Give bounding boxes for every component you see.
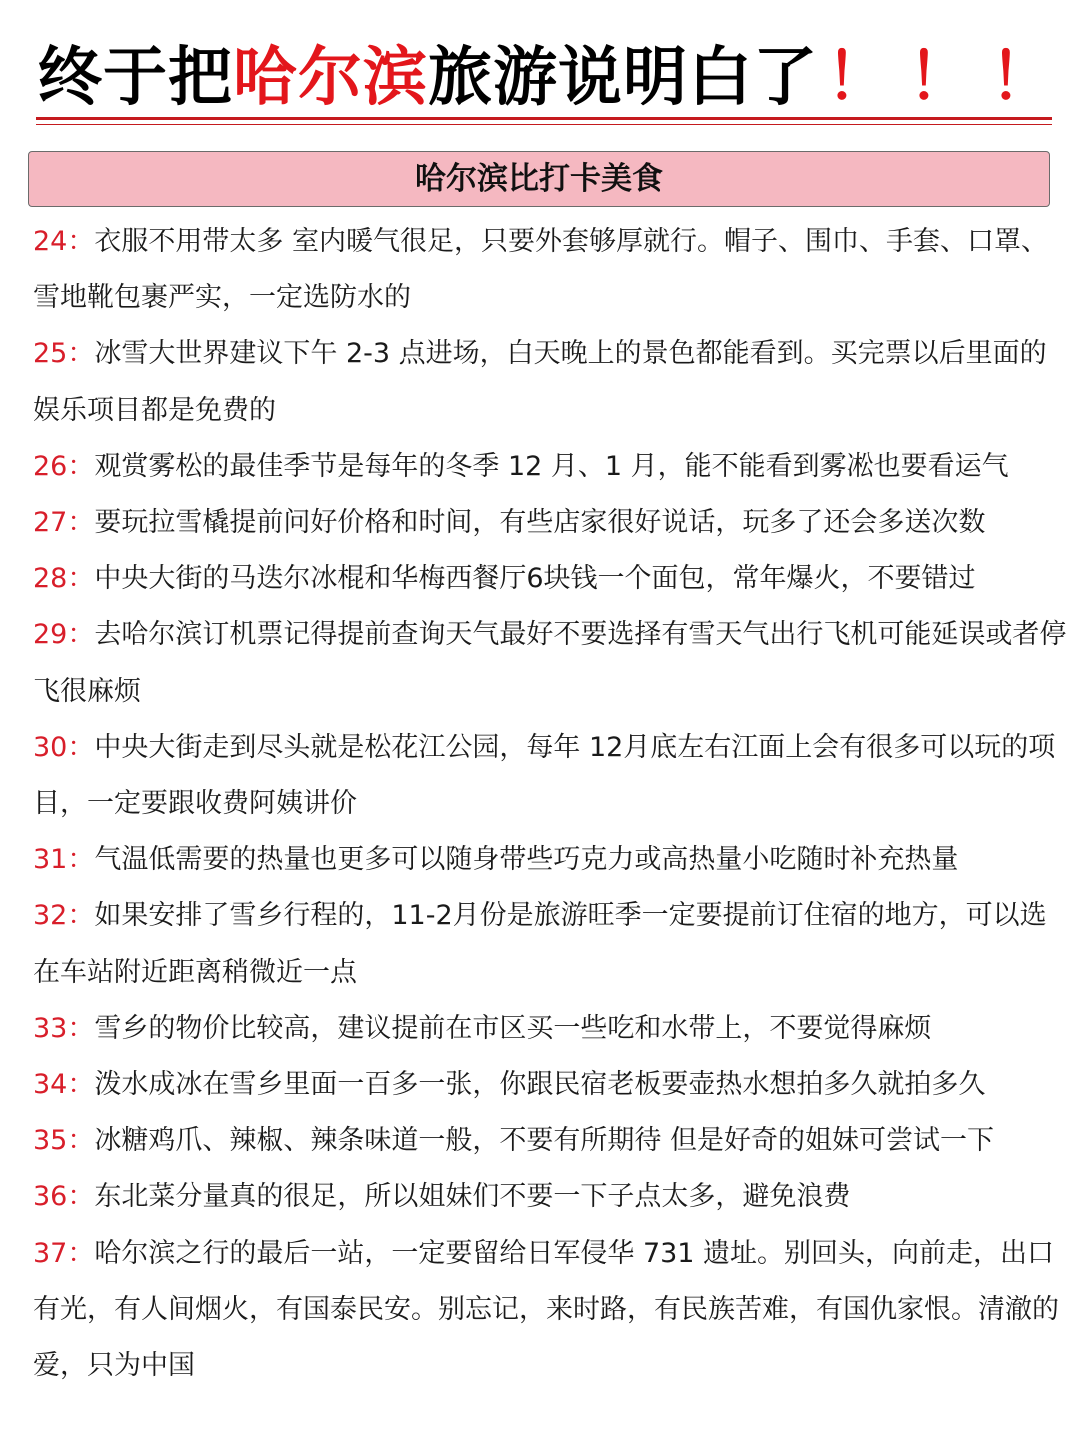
list-item xyxy=(33,551,1073,607)
item-text: 泼水成冰在雪乡里面一百多一张，你跟民宿老板要壶热水想拍多久就拍多久 xyxy=(94,1069,986,1101)
item-number: 33： xyxy=(33,1012,95,1044)
tips-list xyxy=(33,214,1073,1394)
item-number: 36： xyxy=(33,1181,95,1213)
title-part2: 旅游说明白了 xyxy=(428,41,818,115)
item-number: 35： xyxy=(33,1125,95,1157)
list-item xyxy=(33,1057,1073,1113)
title-exclaim: ！！！ xyxy=(826,41,1072,115)
item-text: 如果安排了雪乡行程的，11-2月份是旅游旺季一定要提前订住宿的地方，可以选在车站附近距离稍微近一点 xyxy=(33,900,1047,988)
item-number: 27： xyxy=(33,507,95,539)
item-text: 气温低需要的热量也更多可以随身带些巧克力或高热量小吃随时补充热量 xyxy=(94,844,959,876)
item-text: 观赏雾松的最佳季节是每年的冬季 12 月、1 月，能不能看到雾凇也要看运气 xyxy=(94,450,1009,482)
item-text: 中央大街走到尽头就是松花江公园，每年 12月底左右江面上会有很多可以玩的项目，一定要跟收费阿姨讲价 xyxy=(33,731,1056,820)
list-item xyxy=(33,607,1073,719)
list-item xyxy=(33,214,1073,326)
item-text: 中央大街的马迭尔冰棍和华梅西餐厅6块钱一个面包，常年爆火，不要错过 xyxy=(94,563,976,595)
item-text: 雪乡的物价比较高，建议提前在市区买一些吃和水带上，不要觉得麻烦 xyxy=(94,1012,932,1044)
item-number: 31： xyxy=(33,844,95,876)
item-number: 32： xyxy=(33,900,95,932)
item-number: 24： xyxy=(33,226,95,257)
item-text: 东北菜分量真的很足，所以姐妹们不要一下子点太多，避免浪费 xyxy=(94,1181,851,1213)
item-text: 冰糖鸡爪、辣椒、辣条味道一般，不要有所期待 但是好奇的姐妹可尝试一下 xyxy=(94,1125,994,1157)
item-number: 25： xyxy=(33,338,95,370)
title-part1: 终于把 xyxy=(38,41,233,115)
list-item xyxy=(33,1226,1073,1395)
item-text: 衣服不用带太多 室内暖气很足，只要外套够厚就行。帽子、围巾、手套、口罩、雪地靴包裹严实，一定选防水的 xyxy=(33,226,1048,314)
list-item xyxy=(33,495,1073,551)
list-item xyxy=(33,1169,1073,1225)
item-number: 26： xyxy=(33,450,95,482)
section-banner: 哈尔滨比打卡美食 xyxy=(28,151,1050,207)
list-item xyxy=(33,1113,1073,1169)
page-title xyxy=(38,38,1072,118)
title-underline-thin xyxy=(36,124,1052,125)
item-number: 30： xyxy=(33,731,95,763)
item-number: 28： xyxy=(33,563,95,595)
item-text: 要玩拉雪橇提前问好价格和时间，有些店家很好说话，玩多了还会多送次数 xyxy=(94,507,986,539)
item-number: 29： xyxy=(33,619,95,651)
item-number: 34： xyxy=(33,1069,95,1101)
list-item xyxy=(33,888,1073,1000)
list-item xyxy=(33,720,1073,832)
item-text: 冰雪大世界建议下午 2-3 点进场，白天晚上的景色都能看到。买完票以后里面的娱乐项目都是免费的 xyxy=(33,338,1047,426)
list-item xyxy=(33,1001,1073,1057)
item-text: 哈尔滨之行的最后一站，一定要留给日军侵华 731 遗址。别回头，向前走，出口有光，有人间烟火，有国泰民安。别忘记，来时路，有民族苦难，有国仇家恨。清澈的爱，只为中国 xyxy=(33,1237,1059,1382)
item-text: 去哈尔滨订机票记得提前查询天气最好不要选择有雪天气出行飞机可能延误或者停飞很麻烦 xyxy=(33,619,1067,707)
list-item xyxy=(33,439,1073,495)
title-underline xyxy=(36,117,1052,120)
list-item xyxy=(33,326,1073,438)
item-number: 37： xyxy=(33,1237,95,1269)
title-highlight: 哈尔滨 xyxy=(233,41,428,115)
list-item xyxy=(33,832,1073,888)
